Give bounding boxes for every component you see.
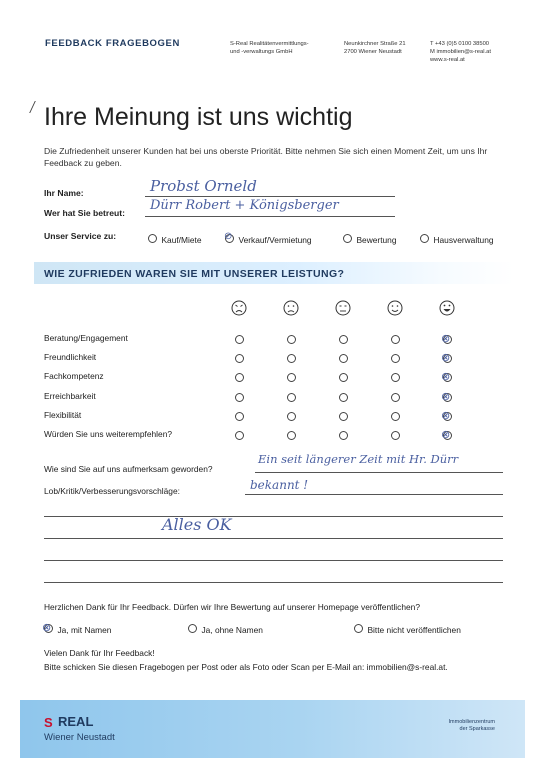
comments-label: Lob/Kritik/Verbesserungsvorschläge: <box>44 486 180 496</box>
rating-radio-icon[interactable] <box>287 412 296 421</box>
rating-row-label: Würden Sie uns weiterempfehlen? <box>44 429 173 439</box>
rating-radio-checked-icon[interactable]: ⊗ <box>441 351 451 364</box>
radio-icon[interactable] <box>354 624 363 633</box>
rating-radio-icon[interactable] <box>339 335 348 344</box>
company-contact: T +43 (0)5 0100 38500 M immobilien@s-real.at www.s-real.at <box>430 41 491 63</box>
closing-thanks: Vielen Dank für Ihr Feedback! <box>44 648 155 658</box>
rating-row-label: Freundlichkeit <box>44 352 97 362</box>
service-option-kauf[interactable] <box>148 230 202 248</box>
rating-scale-faces <box>225 298 465 318</box>
radio-checked-icon[interactable]: ⊗ <box>42 621 52 634</box>
rating-row-label: Flexibilität <box>44 410 82 420</box>
rating-radio-checked-icon[interactable]: ⊗ <box>441 370 451 383</box>
rating-radio-icon[interactable] <box>339 412 348 421</box>
page-title: Ihre Meinung ist uns wichtig <box>44 103 353 131</box>
radio-checked-icon[interactable]: ⊘ <box>224 231 233 242</box>
publish-option-with-name[interactable] <box>44 620 111 638</box>
rating-radio-icon[interactable] <box>391 354 400 363</box>
service-option-label: Hausverwaltung <box>433 235 494 245</box>
source-question-label: Wie sind Sie auf uns aufmerksam geworden? <box>44 464 213 474</box>
service-label: Unser Service zu: <box>44 231 117 241</box>
footer-tagline: Immobilienzentrum der Sparkasse <box>448 719 495 732</box>
form-header-title: FEEDBACK FRAGEBOGEN <box>45 38 180 49</box>
service-option-label: Kauf/Miete <box>161 235 202 245</box>
publish-option-without-name[interactable] <box>188 620 263 638</box>
comments-line-2 <box>44 516 503 517</box>
rating-radio-icon[interactable] <box>235 373 244 382</box>
brand-logo-city: Wiener Neustadt <box>44 732 115 743</box>
rating-radio-icon[interactable] <box>339 431 348 440</box>
very-satisfied-icon <box>440 301 454 315</box>
rating-radio-icon[interactable] <box>235 431 244 440</box>
rating-banner-title: WIE ZUFRIEDEN WAREN SIE MIT UNSERER LEISTUNG? <box>44 268 345 280</box>
comments-line-3 <box>44 538 503 539</box>
rating-radio-checked-icon[interactable]: ⊗ <box>441 390 451 403</box>
rating-radio-icon[interactable] <box>339 393 348 402</box>
rating-radio-icon[interactable] <box>235 393 244 402</box>
rating-radio-checked-icon[interactable]: ⊗ <box>441 332 451 345</box>
rating-radio-icon[interactable] <box>391 431 400 440</box>
closing-instructions: Bitte schicken Sie diesen Fragebogen per Post oder als Foto oder Scan per E-Mail an: immobilien@s-real.at. <box>44 662 448 672</box>
very-dissatisfied-icon <box>232 301 246 315</box>
neutral-icon <box>336 301 350 315</box>
comments-answer-1[interactable]: bekannt ! <box>250 478 309 492</box>
comments-line-4 <box>44 560 503 561</box>
advisor-field[interactable]: Dürr Robert + Königsberger <box>150 198 339 213</box>
rating-radio-icon[interactable] <box>391 412 400 421</box>
satisfied-icon <box>388 301 402 315</box>
rating-radio-icon[interactable] <box>287 373 296 382</box>
service-option-bewertung[interactable] <box>343 230 397 248</box>
rating-row-label: Fachkompetenz <box>44 371 104 381</box>
rating-radio-icon[interactable] <box>235 354 244 363</box>
rating-row-label: Erreichbarkeit <box>44 391 96 401</box>
rating-radio-icon[interactable] <box>339 373 348 382</box>
advisor-line <box>145 216 395 217</box>
publish-option-label: Ja, mit Namen <box>57 625 112 635</box>
publish-option-label: Bitte nicht veröffentlichen <box>367 625 461 635</box>
rating-radio-icon[interactable] <box>391 373 400 382</box>
intro-text: Die Zufriedenheit unserer Kunden hat bei uns oberste Priorität. Bitte nehmen Sie sich einen Moment Zeit, um uns Ihr Feedback zu geben. <box>44 146 488 168</box>
rating-radio-icon[interactable] <box>235 412 244 421</box>
rating-radio-checked-icon[interactable]: ⊗ <box>441 409 451 422</box>
service-option-label: Verkauf/Vermietung <box>238 235 312 245</box>
source-answer-field[interactable]: Ein seit längerer Zeit mit Hr. Dürr <box>258 452 459 466</box>
rating-radio-icon[interactable] <box>391 393 400 402</box>
service-option-label: Bewertung <box>356 235 397 245</box>
rating-radio-icon[interactable] <box>287 393 296 402</box>
publish-option-label: Ja, ohne Namen <box>201 625 263 635</box>
rating-radio-checked-icon[interactable]: ⊗ <box>441 428 451 441</box>
rating-radio-icon[interactable] <box>235 335 244 344</box>
name-field[interactable]: Probst Orneld <box>150 177 257 195</box>
radio-icon[interactable] <box>343 234 352 243</box>
rating-radio-icon[interactable] <box>339 354 348 363</box>
service-option-verkauf[interactable] <box>225 230 312 248</box>
radio-icon[interactable] <box>188 624 197 633</box>
comments-answer-2[interactable]: Alles OK <box>162 515 232 534</box>
publish-option-no[interactable] <box>354 620 461 638</box>
rating-radio-icon[interactable] <box>391 335 400 344</box>
source-line <box>255 472 503 473</box>
radio-icon[interactable] <box>420 234 429 243</box>
comments-line-5 <box>44 582 503 583</box>
company-name: S-Real Realitätenvermittlungs- und -verwaltungs GmbH <box>230 41 309 55</box>
dissatisfied-icon <box>284 301 298 315</box>
name-label: Ihr Name: <box>44 188 84 198</box>
company-address: Neunkirchner Straße 21 2700 Wiener Neustadt <box>344 41 406 55</box>
brand-logo-name: REAL <box>58 714 94 729</box>
radio-icon[interactable] <box>148 234 157 243</box>
publish-question: Herzlichen Dank für Ihr Feedback. Dürfen wir Ihre Bewertung auf unserer Homepage veröffentlichen? <box>44 602 420 612</box>
rating-row-label: Beratung/Engagement <box>44 333 128 343</box>
name-line <box>145 196 395 197</box>
rating-radio-icon[interactable] <box>287 335 296 344</box>
sparkasse-logo-icon: S <box>44 715 53 730</box>
rating-radio-icon[interactable] <box>287 431 296 440</box>
comments-line-1 <box>245 494 503 495</box>
advisor-label: Wer hat Sie betreut: <box>44 208 126 218</box>
rating-radio-icon[interactable] <box>287 354 296 363</box>
service-option-hausverwaltung[interactable] <box>420 230 494 248</box>
